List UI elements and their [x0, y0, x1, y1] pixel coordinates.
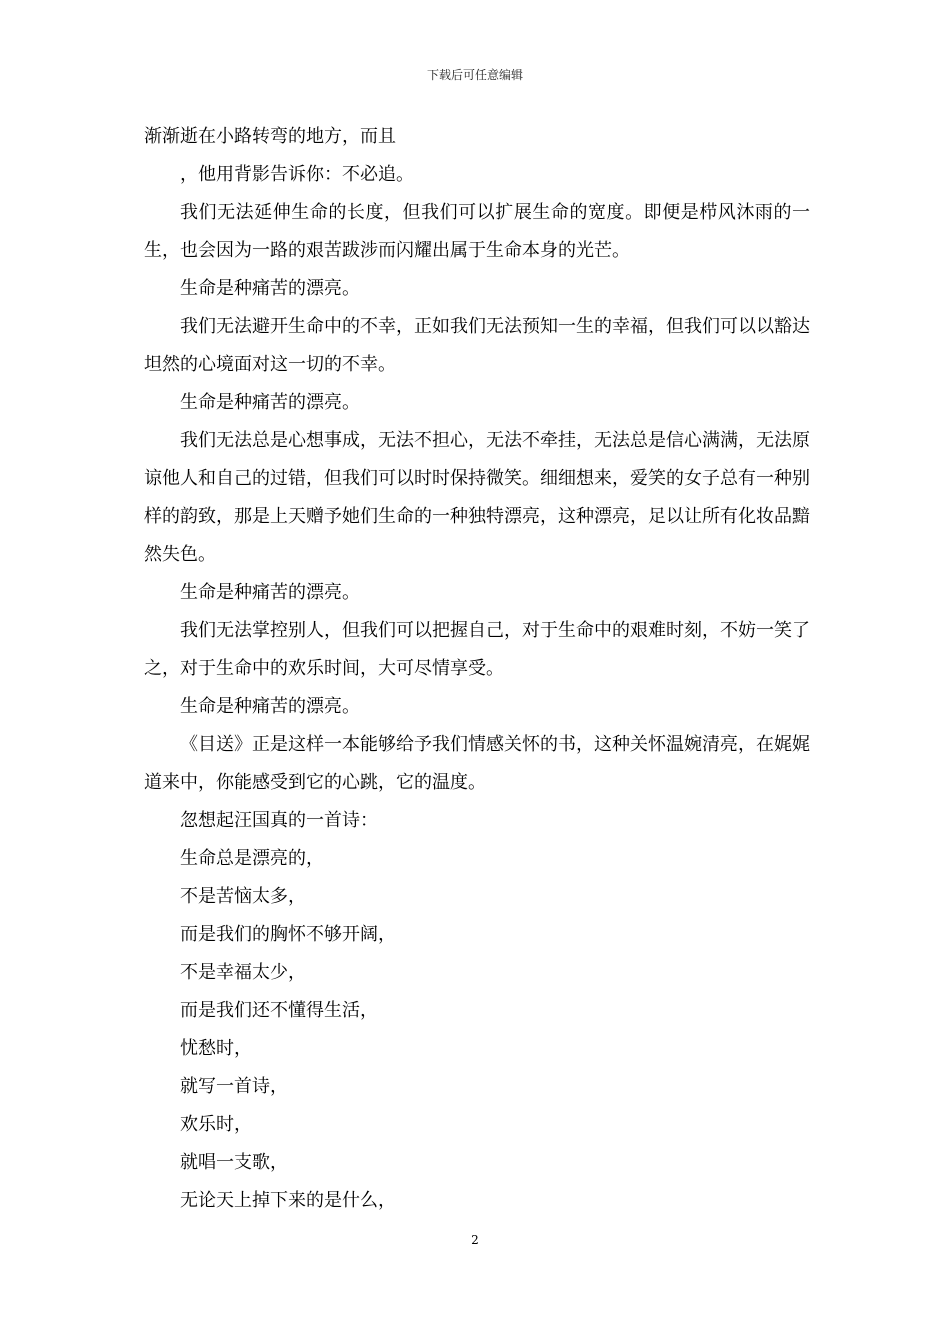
- poem-line: 不是苦恼太多，: [180, 886, 306, 907]
- paragraph: 忽想起汪国真的一首诗：: [180, 810, 378, 831]
- poem-line: 忧愁时，: [180, 1038, 252, 1059]
- paragraph: 生命是种痛苦的漂亮。: [180, 696, 360, 717]
- paragraph: 生命是种痛苦的漂亮。: [180, 582, 360, 603]
- paragraph: 生命是种痛苦的漂亮。: [180, 392, 360, 413]
- paragraph: ，他用背影告诉你：不必追。: [180, 164, 414, 185]
- poem-line: 无论天上掉下来的是什么，: [180, 1190, 396, 1211]
- poem-line: 就写一首诗，: [180, 1076, 288, 1097]
- page-number: 2: [471, 1233, 479, 1247]
- poem-line: 而是我们还不懂得生活，: [180, 1000, 378, 1021]
- poem-line: 而是我们的胸怀不够开阔，: [180, 924, 396, 945]
- paragraph: 我们无法延伸生命的长度，但我们可以扩展生命的宽度。即便是栉风沐雨的一生，也会因为一路的艰苦跋涉而闪耀出属于生命本身的光芒。: [144, 202, 810, 261]
- paragraph: 我们无法总是心想事成，无法不担心，无法不牵挂，无法总是信心满满，无法原谅他人和自己的过错，但我们可以时时保持微笑。细细想来，爱笑的女子总有一种别样的韵致，那是上天赠予她们生命的一种独特漂亮，这种漂亮，足以让所有化妆品黯然失色。: [144, 430, 810, 565]
- poem-line: 不是幸福太少，: [180, 962, 306, 983]
- paragraph: 生命是种痛苦的漂亮。: [180, 278, 360, 299]
- paragraph: 我们无法避开生命中的不幸，正如我们无法预知一生的幸福，但我们可以以豁达坦然的心境面对这一切的不幸。: [144, 316, 810, 375]
- poem-line: 欢乐时，: [180, 1114, 252, 1135]
- page-header: 下载后可任意编辑: [426, 68, 523, 82]
- paragraph: 渐渐逝在小路转弯的地方，而且: [144, 126, 396, 147]
- poem-line: 生命总是漂亮的，: [180, 848, 324, 869]
- paragraph: 《目送》正是这样一本能够给予我们情感关怀的书，这种关怀温婉清亮，在娓娓道来中，你能感受到它的心跳，它的温度。: [144, 734, 810, 793]
- paragraph: 我们无法掌控别人，但我们可以把握自己，对于生命中的艰难时刻，不妨一笑了之，对于生命中的欢乐时间，大可尽情享受。: [144, 620, 810, 679]
- poem-line: 就唱一支歌，: [180, 1152, 288, 1173]
- document-body: [144, 118, 810, 1220]
